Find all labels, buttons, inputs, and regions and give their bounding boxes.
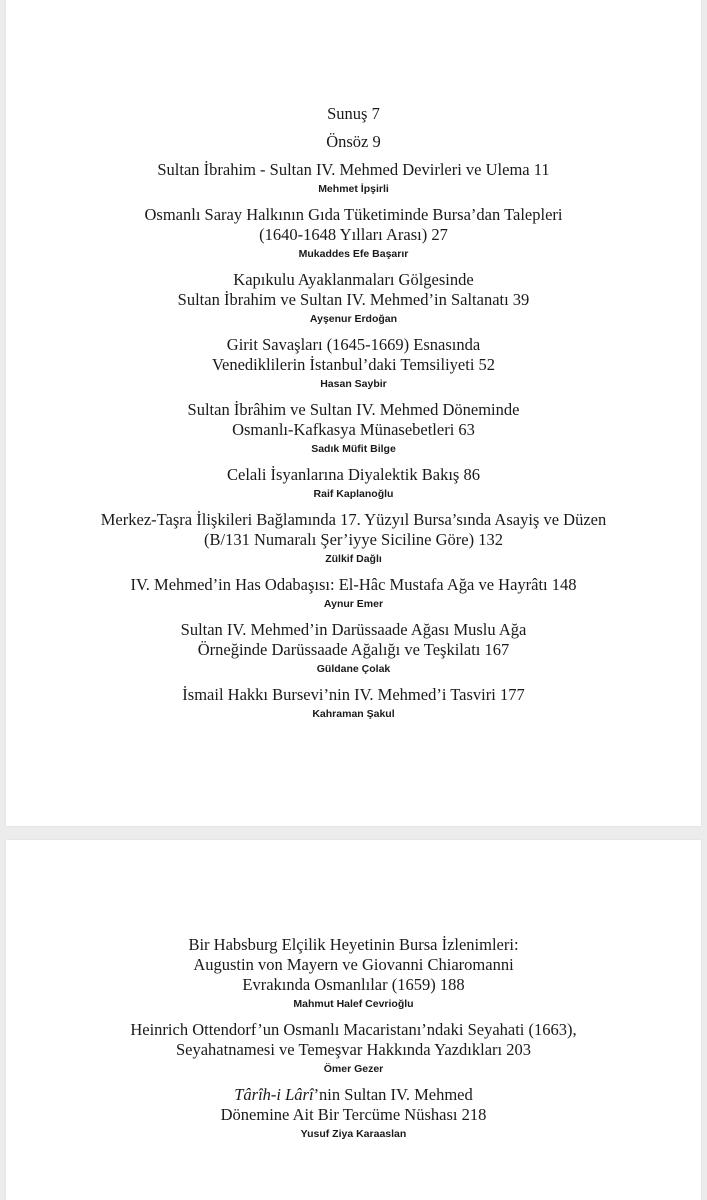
table-of-contents xyxy=(6,104,701,730)
toc-entry xyxy=(6,160,701,197)
toc-title-line: Sultan IV. Mehmed’in Darüssaade Ağası Muslu Ağa xyxy=(180,620,527,639)
toc-author: Güldane Çolak xyxy=(316,663,391,675)
toc-author: Ömer Gezer xyxy=(323,1063,384,1075)
toc-title-line: Evrakında Osmanlılar (1659) 188 xyxy=(242,975,465,994)
toc-title-line: Heinrich Ottendorf’un Osmanlı Macaristanı’ndaki Seyahati (1663), xyxy=(130,1020,577,1039)
toc-entry xyxy=(6,575,701,612)
toc-title-line: İsmail Hakkı Bursevi’nin IV. Mehmed’i Tasviri 177 xyxy=(182,685,525,704)
toc-title xyxy=(6,160,701,180)
toc-title-line: IV. Mehmed’in Has Odabaşısı: El-Hâc Mustafa Ağa ve Hayrâtı 148 xyxy=(130,575,577,594)
toc-title xyxy=(6,1085,701,1125)
toc-title-line: Sultan İbrâhim ve Sultan IV. Mehmed Döneminde xyxy=(187,400,520,419)
toc-title xyxy=(6,620,701,660)
toc-author: Raif Kaplanoğlu xyxy=(313,488,394,500)
toc-author: Mehmet İpşirli xyxy=(318,183,389,195)
toc-title-rest: ’nin Sultan IV. Mehmed xyxy=(313,1085,473,1104)
toc-author: Ayşenur Erdoğan xyxy=(309,313,398,325)
toc-title xyxy=(6,270,701,310)
toc-title-line: Kapıkulu Ayaklanmaları Gölgesinde xyxy=(233,270,474,289)
table-of-contents xyxy=(6,935,701,1150)
toc-title-line: Örneğinde Darüssaade Ağalığı ve Teşkilatı 167 xyxy=(197,640,510,659)
toc-title xyxy=(6,205,701,245)
toc-entry xyxy=(6,1020,701,1077)
toc-entry xyxy=(6,205,701,262)
toc-page-2 xyxy=(6,840,701,1200)
toc-title xyxy=(6,935,701,995)
toc-title-line: (B/131 Numaralı Şer’iyye Siciline Göre) 132 xyxy=(204,530,503,549)
toc-title-line: (1640-1648 Yılları Arası) 27 xyxy=(259,225,448,244)
toc-title: Önsöz 9 xyxy=(326,132,381,151)
toc-page-1 xyxy=(6,0,701,826)
toc-title-line: Augustin von Mayern ve Giovanni Chiaromanni xyxy=(193,955,514,974)
toc-title-line: Dönemine Ait Bir Tercüme Nüshası 218 xyxy=(220,1105,487,1124)
toc-author: Kahraman Şakul xyxy=(312,708,395,720)
toc-entry xyxy=(6,1085,701,1142)
toc-entry xyxy=(6,620,701,677)
toc-title-line: Celali İsyanlarına Diyalektik Bakış 86 xyxy=(227,465,480,484)
toc-title-italic: Târîh-i Lârî xyxy=(234,1085,314,1104)
toc-author: Aynur Emer xyxy=(323,598,384,610)
toc-title: Sunuş 7 xyxy=(327,104,380,123)
toc-title-line: Bir Habsburg Elçilik Heyetinin Bursa İzlenimleri: xyxy=(188,935,519,954)
toc-author: Yusuf Ziya Karaaslan xyxy=(300,1128,407,1140)
toc-author: Hasan Saybir xyxy=(320,378,387,390)
toc-entry xyxy=(6,335,701,392)
toc-entry xyxy=(6,510,701,567)
toc-title xyxy=(6,400,701,440)
toc-title xyxy=(6,465,701,485)
toc-title-line: Girit Savaşları (1645-1669) Esnasında xyxy=(226,335,481,354)
toc-entry-onsoz xyxy=(6,132,701,152)
toc-entry xyxy=(6,685,701,722)
toc-title-line: Venediklilerin İstanbul’daki Temsiliyeti 52 xyxy=(211,355,496,374)
toc-author: Mahmut Halef Cevrioğlu xyxy=(293,998,414,1010)
toc-author: Mukaddes Efe Başarır xyxy=(298,248,409,260)
toc-entry xyxy=(6,465,701,502)
toc-author: Sadık Müfit Bilge xyxy=(311,443,396,455)
toc-entry-sunus xyxy=(6,104,701,124)
toc-title-line: Seyahatnamesi ve Temeşvar Hakkında Yazdıkları 203 xyxy=(175,1040,532,1059)
toc-title-line: Osmanlı-Kafkasya Münasebetleri 63 xyxy=(232,420,475,439)
toc-author: Zülkif Dağlı xyxy=(325,553,382,565)
toc-title xyxy=(6,685,701,705)
toc-title-line: Osmanlı Saray Halkının Gıda Tüketiminde Bursa’dan Talepleri xyxy=(144,205,563,224)
toc-title-line: Sultan İbrahim ve Sultan IV. Mehmed’in Saltanatı 39 xyxy=(177,290,530,309)
toc-entry xyxy=(6,935,701,1012)
toc-title xyxy=(6,575,701,595)
toc-entry xyxy=(6,400,701,457)
toc-title xyxy=(6,1020,701,1060)
toc-title xyxy=(6,510,701,550)
toc-title xyxy=(6,335,701,375)
toc-title-line: Merkez-Taşra İlişkileri Bağlamında 17. Yüzyıl Bursa’sında Asayiş ve Düzen xyxy=(100,510,607,529)
toc-title-line: Sultan İbrahim - Sultan IV. Mehmed Devirleri ve Ulema 11 xyxy=(157,160,550,179)
toc-title-line xyxy=(6,1085,701,1105)
toc-entry xyxy=(6,270,701,327)
